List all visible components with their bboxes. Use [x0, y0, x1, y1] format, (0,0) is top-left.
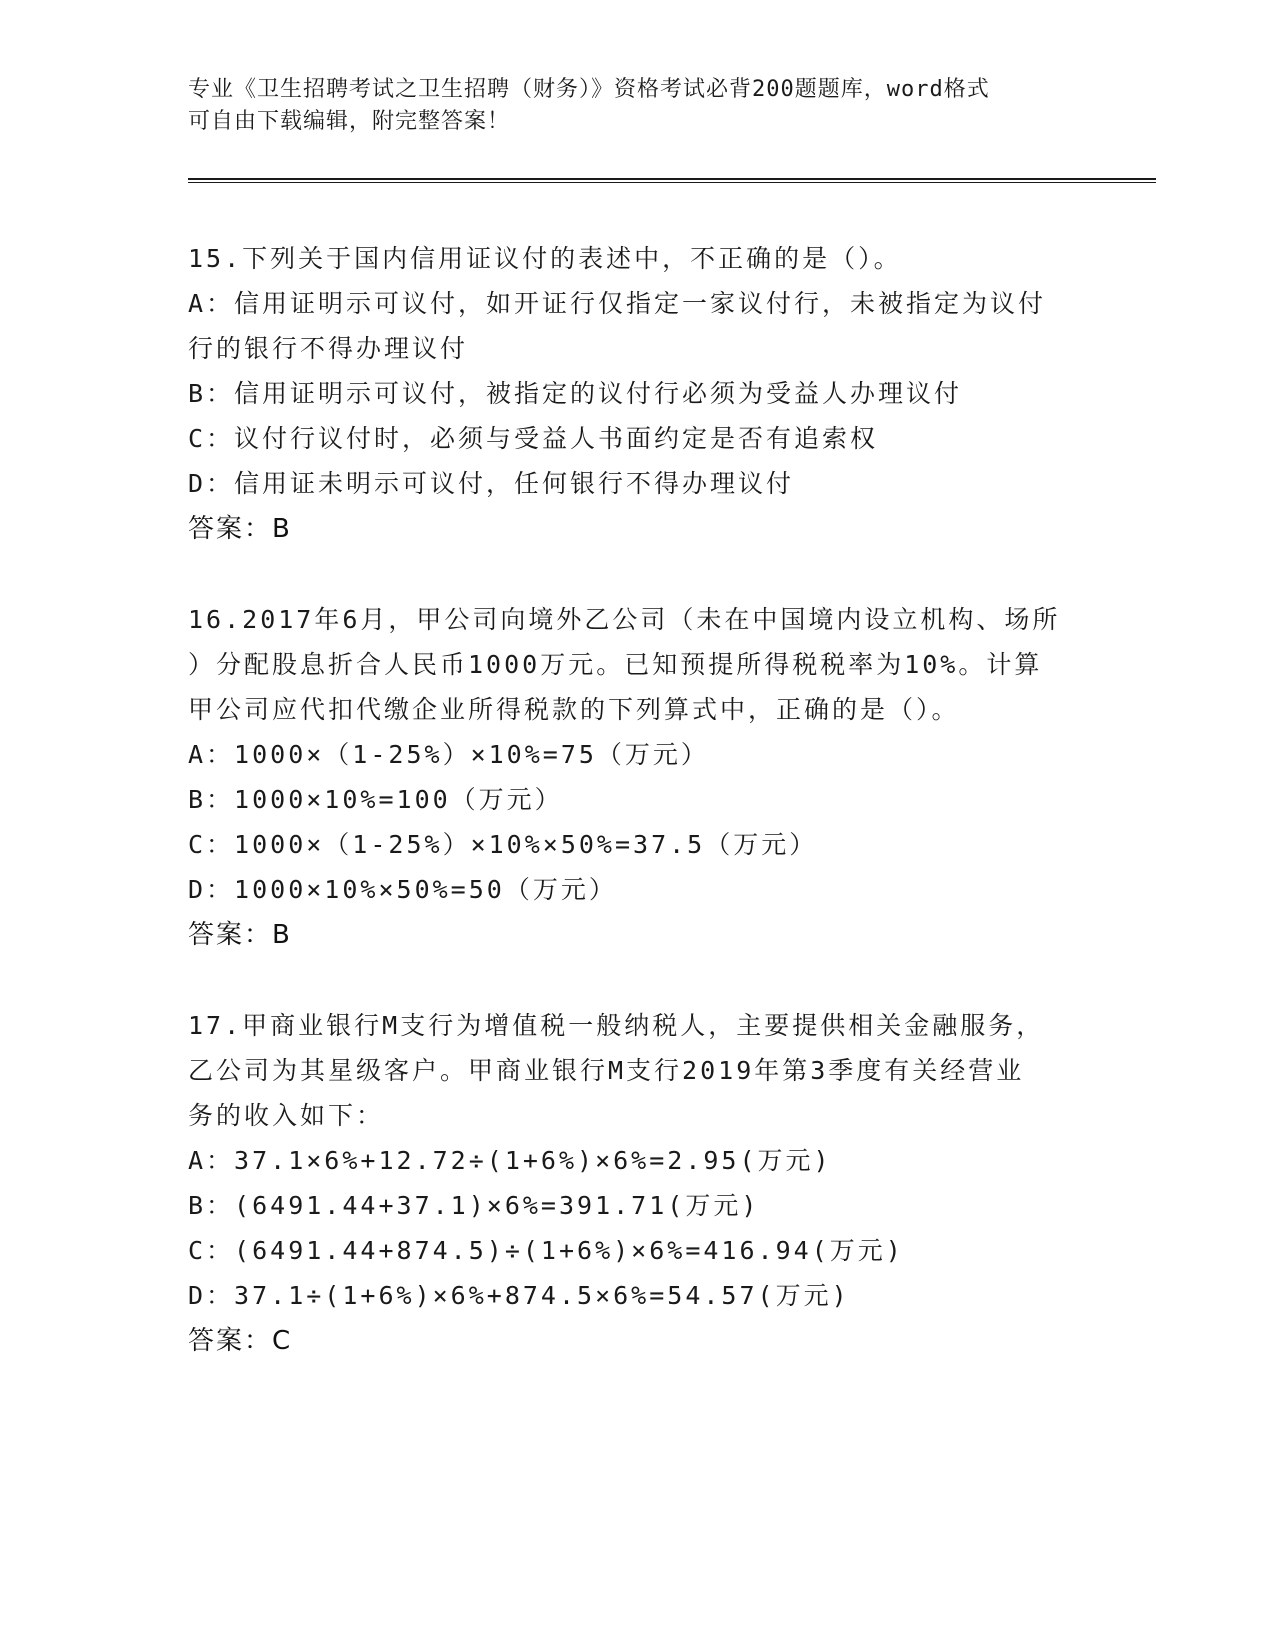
- question-stem: 16.2017年6月，甲公司向境外乙公司（未在中国境内设立机构、场所: [188, 605, 1061, 634]
- header-divider: [188, 178, 1156, 183]
- option-a-continued: 行的银行不得办理议付: [188, 334, 469, 363]
- option-b: B：(6491.44+37.1)×6%=391.71(万元): [188, 1191, 760, 1220]
- question-list: [188, 236, 1088, 1409]
- option-d: D：1000×10%×50%=50（万元）: [188, 875, 617, 904]
- answer-label: 答案：C: [188, 1326, 293, 1356]
- option-b: B：1000×10%=100（万元）: [188, 785, 563, 814]
- option-a: A：信用证明示可议付，如开证行仅指定一家议付行，未被指定为议付: [188, 289, 1047, 318]
- answer-label: 答案：B: [188, 920, 292, 950]
- option-a: A：37.1×6%+12.72÷(1+6%)×6%=2.95(万元): [188, 1146, 832, 1175]
- question-stem: 15.下列关于国内信用证议付的表述中，不正确的是（）。: [188, 244, 902, 273]
- question-stem-continued: 乙公司为其星级客户。甲商业银行M支行2019年第3季度有关经营业: [188, 1056, 1025, 1085]
- document-header: [188, 74, 1068, 138]
- header-line-2: 可自由下载编辑，附完整答案！: [188, 109, 511, 134]
- question-stem-continued: 务的收入如下：: [188, 1101, 385, 1130]
- option-d: D：信用证未明示可议付，任何银行不得办理议付: [188, 469, 795, 498]
- option-b: B：信用证明示可议付，被指定的议付行必须为受益人办理议付: [188, 379, 963, 408]
- option-a: A：1000×（1-25%）×10%=75（万元）: [188, 740, 709, 769]
- option-c: C：(6491.44+874.5)÷(1+6%)×6%=416.94(万元): [188, 1236, 904, 1265]
- option-d: D：37.1÷(1+6%)×6%+874.5×6%=54.57(万元): [188, 1281, 850, 1310]
- option-c: C：1000×（1-25%）×10%×50%=37.5（万元）: [188, 830, 818, 859]
- header-line-1: 专业《卫生招聘考试之卫生招聘（财务）》资格考试必背200题题库，word格式: [188, 77, 990, 102]
- question-15: [188, 236, 1088, 552]
- question-stem-continued: ）分配股息折合人民币1000万元。已知预提所得税税率为10%。计算: [188, 650, 1043, 679]
- question-17: [188, 1003, 1088, 1364]
- question-stem-continued: 甲公司应代扣代缴企业所得税款的下列算式中，正确的是（）。: [188, 695, 960, 724]
- question-stem: 17.甲商业银行M支行为增值税一般纳税人，主要提供相关金融服务，: [188, 1011, 1045, 1040]
- option-c: C：议付行议付时，必须与受益人书面约定是否有追索权: [188, 424, 879, 453]
- answer-label: 答案：B: [188, 514, 292, 544]
- question-16: [188, 597, 1088, 958]
